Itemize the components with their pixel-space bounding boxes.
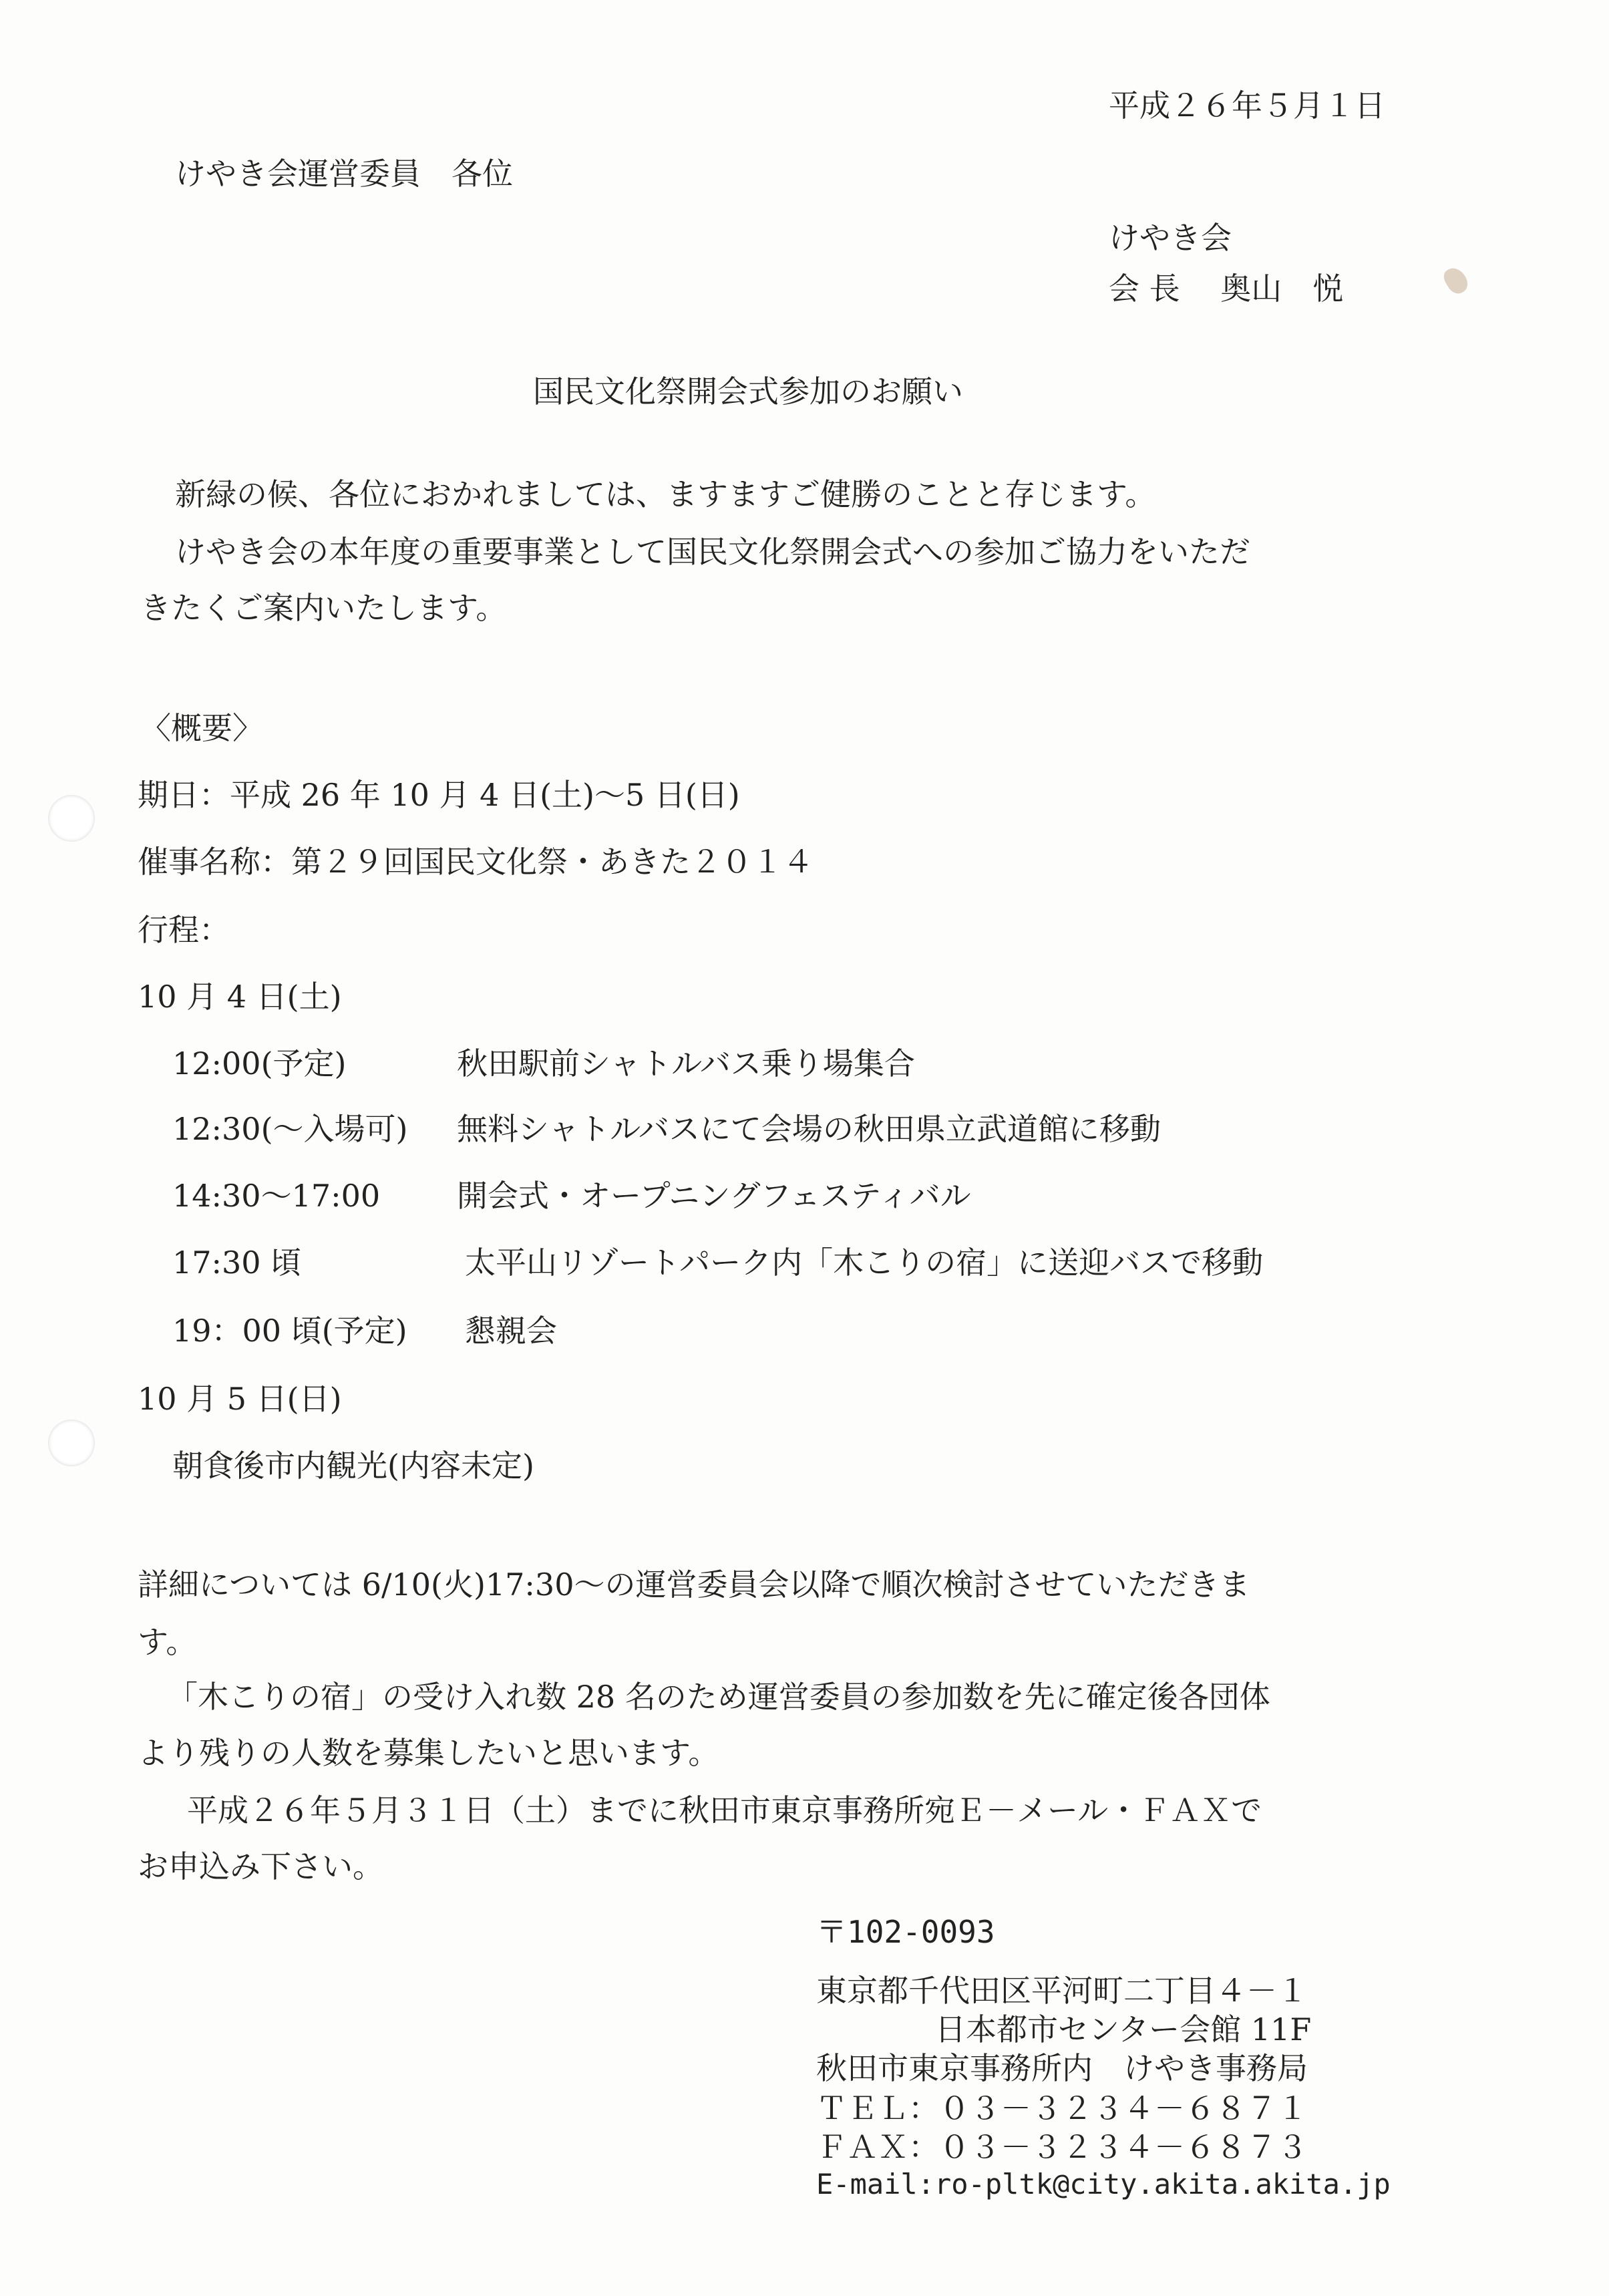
schedule-time: 19：00 頃(予定)	[172, 1313, 407, 1349]
paper-stain	[1441, 264, 1471, 297]
address-line-1: 東京都千代田区平河町二丁目４－１	[816, 1973, 1308, 2009]
recipient-line: けやき会運営委員 各位	[175, 156, 513, 192]
schedule-description: 太平山リゾートパーク内「木こりの宿」に送迎バスで移動	[465, 1245, 1264, 1281]
day2-label: 10 月 5 日(日)	[138, 1381, 342, 1417]
day1-label: 10 月 4 日(土)	[138, 979, 342, 1015]
telephone: ＴＥＬ：０３－３２３４－６８７１	[816, 2090, 1308, 2126]
email: E-mail:ro-pltk@city.akita.akita.jp	[816, 2168, 1391, 2200]
details-line-3: 「木こりの宿」の受け入れ数 28 名のため運営委員の参加数を先に確定後各団体	[167, 1679, 1270, 1715]
intro-line-2: けやき会の本年度の重要事業として国民文化祭開会式への参加ご協力をいただ	[175, 534, 1250, 570]
schedule-time: 12:00(予定)	[172, 1045, 347, 1082]
details-line-6: お申込み下さい。	[138, 1848, 383, 1884]
schedule-description: 秋田駅前シャトルバス乗り場集合	[457, 1045, 915, 1082]
schedule-time: 17:30 頃	[172, 1245, 302, 1281]
intro-line-1: 新緑の候、各位におかれましては、ますますご健勝のことと存じます。	[175, 476, 1156, 512]
punch-hole-bottom	[48, 1420, 95, 1466]
event-name-line: 催事名称：第２９回国民文化祭・あきた２０１４	[138, 844, 814, 880]
event-date-line: 期日：平成 26 年 10 月 4 日(土)～5 日(日)	[138, 777, 740, 813]
sender-name: 会 長 奥山 悦	[1109, 271, 1344, 307]
schedule-description: 開会式・オープニングフェスティバル	[457, 1178, 971, 1214]
sender-organization: けやき会	[1109, 220, 1232, 256]
details-line-2: す。	[138, 1624, 197, 1660]
details-line-4: より残りの人数を募集したいと思います。	[138, 1735, 719, 1771]
document-title: 国民文化祭開会式参加のお願い	[533, 373, 963, 409]
day2-activity: 朝食後市内観光(内容未定)	[172, 1448, 534, 1484]
schedule-time: 12:30(～入場可)	[172, 1111, 408, 1147]
summary-heading: 〈概要〉	[140, 710, 263, 746]
punch-hole-top	[48, 795, 95, 842]
fax: ＦＡＸ：０３－３２３４－６８７３	[816, 2129, 1308, 2165]
details-line-5: 平成２６年５月３１日（土）までに秋田市東京事務所宛Ｅ－メール・ＦＡＸで	[187, 1792, 1262, 1828]
schedule-time: 14:30～17:00	[172, 1178, 381, 1214]
office-name: 秋田市東京事務所内 けやき事務局	[816, 2050, 1308, 2086]
postal-code: 〒102-0093	[816, 1914, 995, 1950]
address-line-2: 日本都市センター会館 11F	[935, 2011, 1312, 2047]
intro-line-3: きたくご案内いたします。	[140, 590, 507, 626]
schedule-description: 無料シャトルバスにて会場の秋田県立武道館に移動	[457, 1111, 1161, 1147]
schedule-description: 懇親会	[465, 1313, 557, 1349]
document-date: 平成２６年５月１日	[1109, 88, 1385, 124]
details-line-1: 詳細については 6/10(火)17:30～の運営委員会以降で順次検討させていただきま	[138, 1567, 1250, 1603]
schedule-label: 行程：	[138, 912, 230, 948]
